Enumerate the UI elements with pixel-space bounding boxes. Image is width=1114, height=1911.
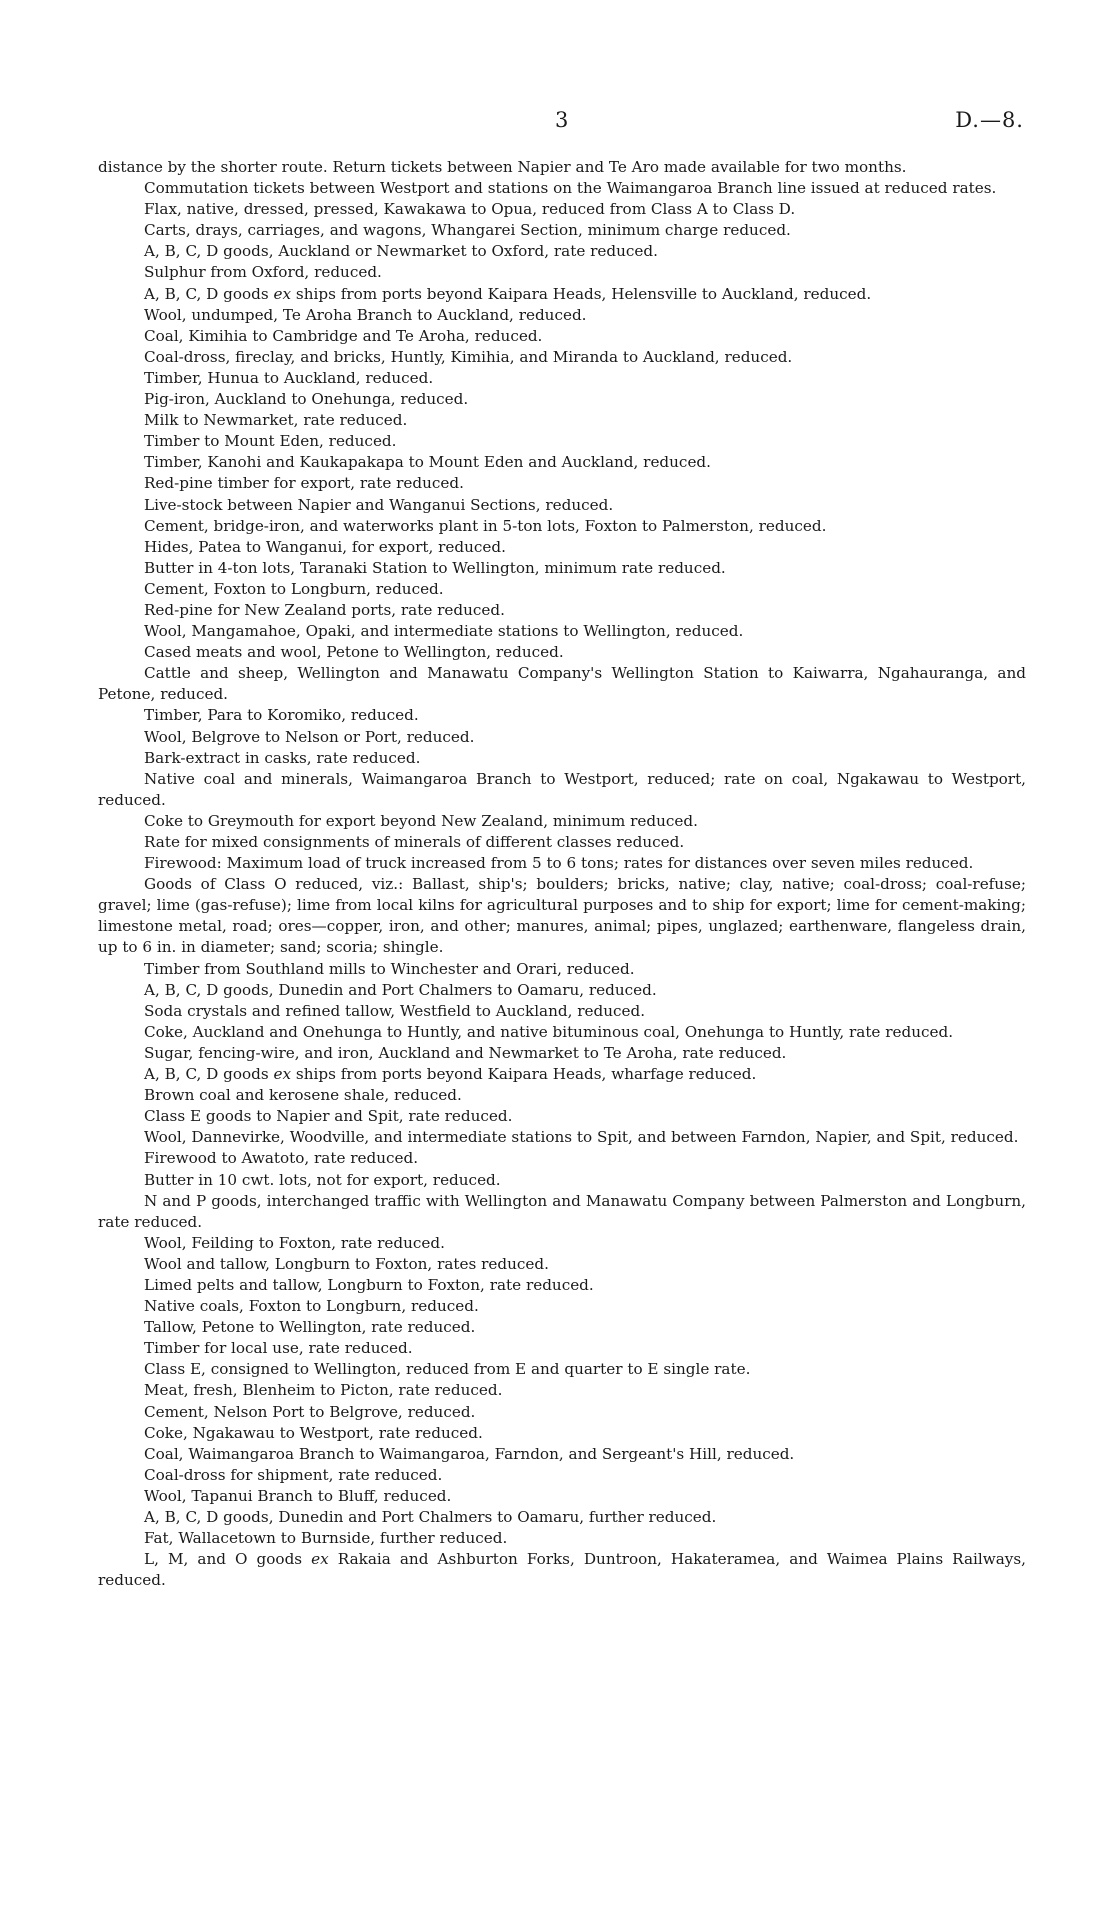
page-number: 3 [555, 108, 569, 132]
paragraph-text: Native coals, Foxton to Longburn, reduced. [144, 1297, 479, 1316]
paragraph-text: Wool, Belgrove to Nelson or Port, reduced. [144, 727, 475, 746]
paragraph [98, 537, 1026, 558]
paragraph-text: Wool, Dannevirke, Woodville, and intermediate stations to Spit, and between Farndon, Napier, and Spit, reduced. [144, 1128, 1019, 1147]
paragraph-text: Butter in 4-ton lots, Taranaki Station to Wellington, minimum rate reduced. [144, 558, 726, 577]
paragraph-text: Live-stock between Napier and Wanganui Sections, reduced. [144, 495, 614, 514]
paragraph-text: Soda crystals and refined tallow, Westfield to Auckland, reduced. [144, 1001, 646, 1020]
paragraph-text: Timber from Southland mills to Winchester and Orari, reduced. [144, 959, 635, 978]
paragraph-text: Wool, Tapanui Branch to Bluff, reduced. [144, 1486, 452, 1505]
paragraph [98, 1423, 1026, 1444]
paragraph [98, 199, 1026, 220]
paragraph-text: distance by the shorter route. Return tickets between Napier and Te Aro made available for two months. [98, 158, 907, 176]
paragraph [98, 832, 1026, 853]
paragraph [98, 748, 1026, 769]
paragraph-text: Class E goods to Napier and Spit, rate reduced. [144, 1107, 513, 1126]
paragraph [98, 874, 1026, 958]
paragraph-italic: ex [273, 284, 292, 303]
paragraph-text: Timber to Mount Eden, reduced. [144, 432, 397, 451]
paragraph [98, 1402, 1026, 1423]
paragraph-text: Coke to Greymouth for export beyond New Zealand, minimum reduced. [144, 811, 698, 830]
paragraph [98, 1317, 1026, 1338]
paragraph-text: Carts, drays, carriages, and wagons, Whangarei Section, minimum charge reduced. [144, 221, 791, 240]
page-header [0, 108, 1114, 138]
paragraph [98, 1359, 1026, 1380]
paragraph [98, 220, 1026, 241]
paragraph [98, 284, 1026, 305]
paragraph-text: Bark-extract in casks, rate reduced. [144, 748, 421, 767]
paragraph-text: Cattle and sheep, Wellington and Manawatu Company's Wellington Station to Kaiwarra, Ngahauranga, and Petone, reduced. [98, 664, 1026, 704]
paragraph [98, 1549, 1026, 1591]
paragraph-text: Limed pelts and tallow, Longburn to Foxton, rate reduced. [144, 1275, 594, 1294]
paragraph [98, 241, 1026, 262]
paragraph-text: Cement, Nelson Port to Belgrove, reduced. [144, 1402, 476, 1421]
paragraph-text: N and P goods, interchanged traffic with Wellington and Manawatu Company between Palmerston and Longburn, rate reduced. [98, 1191, 1026, 1231]
paragraph [98, 600, 1026, 621]
paragraph-text: Cement, Foxton to Longburn, reduced. [144, 579, 444, 598]
paragraph [98, 516, 1026, 537]
paragraph [98, 473, 1026, 494]
paragraph [98, 621, 1026, 642]
paragraph-text: Commutation tickets between Westport and stations on the Waimangaroa Branch line issued at reduced rates. [144, 179, 997, 198]
paragraph [98, 452, 1026, 473]
document-reference: D.—8. [955, 108, 1024, 132]
paragraph [98, 1465, 1026, 1486]
paragraph-text: Coke, Ngakawau to Westport, rate reduced. [144, 1423, 483, 1442]
paragraph-text: Coal-dross for shipment, rate reduced. [144, 1465, 443, 1484]
paragraph [98, 1254, 1026, 1275]
paragraph-text: Cement, bridge-iron, and waterworks plant in 5-ton lots, Foxton to Palmerston, reduced. [144, 516, 827, 535]
paragraph-text: Butter in 10 cwt. lots, not for export, reduced. [144, 1170, 501, 1189]
paragraph-text: ships from ports beyond Kaipara Heads, wharfage reduced. [291, 1065, 757, 1084]
paragraph [98, 1338, 1026, 1359]
paragraph-text: Native coal and minerals, Waimangaroa Branch to Westport, reduced; rate on coal, Ngakawau to Westport, reduced. [98, 769, 1026, 809]
paragraph [98, 1064, 1026, 1085]
paragraph-text: Coke, Auckland and Onehunga to Huntly, and native bituminous coal, Onehunga to Huntly, rate reduced. [144, 1022, 954, 1041]
paragraph-text: Wool and tallow, Longburn to Foxton, rates reduced. [144, 1254, 549, 1273]
paragraph [98, 1001, 1026, 1022]
body-text [98, 157, 1026, 1591]
paragraph-text: Sulphur from Oxford, reduced. [144, 263, 382, 282]
paragraph-italic: ex [311, 1550, 329, 1569]
paragraph [98, 326, 1026, 347]
paragraph-text: Wool, Feilding to Foxton, rate reduced. [144, 1233, 445, 1252]
paragraph [98, 1444, 1026, 1465]
paragraph-text: A, B, C, D goods, Dunedin and Port Chalmers to Oamaru, further reduced. [144, 1508, 717, 1526]
paragraph [98, 368, 1026, 389]
paragraph-text: Red-pine timber for export, rate reduced. [144, 474, 464, 493]
paragraph [98, 853, 1026, 874]
paragraph [98, 410, 1026, 431]
paragraph-text: Coal, Waimangaroa Branch to Waimangaroa, Farndon, and Sergeant's Hill, reduced. [144, 1444, 795, 1463]
paragraph-text: Rakaia and Ashburton Forks, Duntroon, Hakateramea, and Waimea Plains Railways, reduced. [98, 1550, 1026, 1590]
paragraph-text: Wool, undumped, Te Aroha Branch to Auckland, reduced. [144, 305, 587, 324]
paragraph [98, 1486, 1026, 1507]
paragraph-text: Hides, Patea to Wanganui, for export, reduced. [144, 537, 506, 556]
paragraph-text: Firewood to Awatoto, rate reduced. [144, 1149, 419, 1168]
paragraph-text: Tallow, Petone to Wellington, rate reduced. [144, 1318, 476, 1337]
paragraph [98, 579, 1026, 600]
paragraph [98, 769, 1026, 811]
paragraph [98, 178, 1026, 199]
paragraph-text: Rate for mixed consignments of minerals of different classes reduced. [144, 833, 685, 851]
paragraph [98, 959, 1026, 980]
paragraph-text: Brown coal and kerosene shale, reduced. [144, 1086, 462, 1105]
paragraph-text: Flax, native, dressed, pressed, Kawakawa to Opua, reduced from Class A to Class D. [144, 200, 796, 219]
paragraph-lead: L, M, and O goods [144, 1550, 312, 1569]
paragraph-text: Milk to Newmarket, rate reduced. [144, 411, 408, 430]
paragraph-text: Sugar, fencing-wire, and iron, Auckland and Newmarket to Te Aroha, rate reduced. [144, 1043, 787, 1062]
paragraph [98, 1296, 1026, 1317]
paragraph-text: Firewood: Maximum load of truck increased from 5 to 6 tons; rates for distances over seven miles reduced. [144, 854, 974, 873]
paragraph-text: Class E, consigned to Wellington, reduced from E and quarter to E single rate. [144, 1360, 751, 1379]
paragraph [98, 1022, 1026, 1043]
paragraph [98, 1528, 1026, 1549]
paragraph [98, 1127, 1026, 1148]
paragraph [98, 1191, 1026, 1233]
paragraph [98, 347, 1026, 368]
paragraph-text: Coal-dross, fireclay, and bricks, Huntly, Kimihia, and Miranda to Auckland, reduced. [144, 347, 793, 366]
paragraph [98, 1148, 1026, 1169]
paragraph-text: Timber, Hunua to Auckland, reduced. [144, 368, 434, 387]
paragraph-text: Goods of Class O reduced, viz.: Ballast, ship's; boulders; bricks, native; clay, native; coal-dross; coal-refuse; gravel; lime (gas-refuse); lime from local kilns for agricultural purposes and to ship for export; lime for cement-making; limestone metal, road; ores—copper, iron, and other; manures, animal; pipes, unglazed; earthenware, flangeless drain, up to 6 in. in diameter; sand; scoria; shingle. [98, 875, 1026, 957]
paragraph-text: Pig-iron, Auckland to Onehunga, reduced. [144, 390, 469, 409]
paragraph-lead: A, B, C, D goods [144, 284, 274, 303]
paragraph-text: Timber, Para to Koromiko, reduced. [144, 706, 419, 725]
paragraph [98, 980, 1026, 1001]
paragraph-text: Coal, Kimihia to Cambridge and Te Aroha, reduced. [144, 326, 543, 345]
paragraph [98, 642, 1026, 663]
paragraph-text: Wool, Mangamahoe, Opaki, and intermediate stations to Wellington, reduced. [144, 622, 744, 641]
paragraph [98, 1380, 1026, 1401]
paragraph [98, 305, 1026, 326]
paragraph [98, 389, 1026, 410]
paragraph-text: Red-pine for New Zealand ports, rate reduced. [144, 600, 505, 619]
paragraph [98, 705, 1026, 726]
paragraph-text: Meat, fresh, Blenheim to Picton, rate reduced. [144, 1381, 503, 1400]
paragraph [98, 1507, 1026, 1528]
paragraph [98, 1170, 1026, 1191]
paragraph [98, 1275, 1026, 1296]
paragraph [98, 811, 1026, 832]
paragraph [98, 495, 1026, 516]
paragraph-text: ships from ports beyond Kaipara Heads, Helensville to Auckland, reduced. [291, 284, 872, 303]
paragraph-text: Cased meats and wool, Petone to Wellington, reduced. [144, 643, 564, 662]
paragraph [98, 1085, 1026, 1106]
paragraph-lead: A, B, C, D goods [144, 1065, 274, 1084]
paragraph-italic: ex [273, 1065, 292, 1084]
paragraph [98, 157, 1026, 178]
paragraph [98, 558, 1026, 579]
paragraph [98, 431, 1026, 452]
paragraph [98, 663, 1026, 705]
paragraph-text: Fat, Wallacetown to Burnside, further reduced. [144, 1529, 508, 1548]
paragraph-text: Timber for local use, rate reduced. [144, 1339, 413, 1358]
paragraph [98, 1106, 1026, 1127]
paragraph-text: A, B, C, D goods, Dunedin and Port Chalmers to Oamaru, reduced. [144, 980, 657, 999]
paragraph [98, 1043, 1026, 1064]
paragraph [98, 727, 1026, 748]
paragraph-text: Timber, Kanohi and Kaukapakapa to Mount Eden and Auckland, reduced. [144, 453, 711, 472]
paragraph-text: A, B, C, D goods, Auckland or Newmarket to Oxford, rate reduced. [144, 242, 658, 261]
paragraph [98, 262, 1026, 283]
paragraph [98, 1233, 1026, 1254]
